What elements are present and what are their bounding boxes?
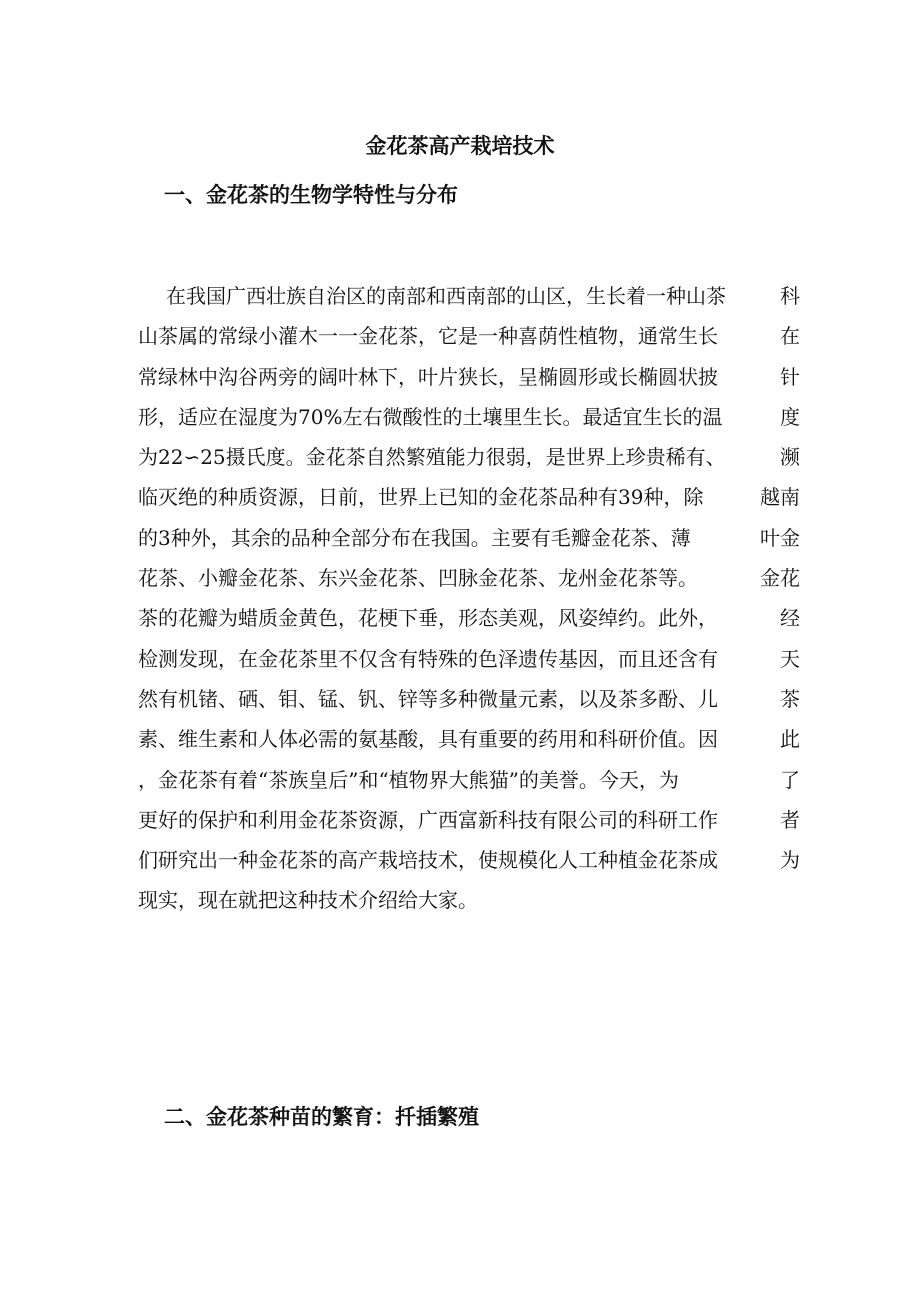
paragraph-line-tail: 者 bbox=[780, 807, 800, 832]
paragraph-line-text: 们研究出一种金花茶的高产栽培技术，使规模化人工种植金花茶成 bbox=[138, 848, 718, 873]
paragraph-line bbox=[138, 598, 800, 638]
section-heading-1: 一、金花茶的生物学特性与分布 bbox=[164, 182, 458, 207]
paragraph-line-tail: 经 bbox=[780, 606, 800, 631]
paragraph-line-tail: 越南 bbox=[760, 485, 800, 510]
section-heading-2: 二、金花茶种苗的繁育：扦插繁殖 bbox=[164, 1104, 479, 1129]
paragraph-line bbox=[138, 518, 800, 558]
paragraph-line-text: 在我国广西壮族自治区的南部和西南部的山区，生长着一种山茶 bbox=[166, 284, 726, 308]
paragraph-line-tail: 在 bbox=[780, 324, 800, 349]
paragraph-line-text: 茶的花瓣为蜡质金黄色，花梗下垂，形态美观，风姿绰约。此外， bbox=[138, 606, 718, 631]
paragraph-line-tail: 度 bbox=[780, 404, 800, 429]
paragraph-line-text: ，金花茶有着“茶族皇后”和“植物界大熊猫”的美誉。今天，为 bbox=[138, 767, 679, 792]
paragraph-line-text: 花茶、小瓣金花茶、东兴金花茶、凹脉金花茶、龙州金花茶等。 bbox=[138, 566, 698, 591]
paragraph-line bbox=[138, 276, 800, 316]
paragraph-line-text: 常绿林中沟谷两旁的阔叶林下，叶片狭长，呈椭圆形或长椭圆状披 bbox=[138, 364, 718, 389]
paragraph-line-text: 素、维生素和人体必需的氨基酸，具有重要的药用和科研价值。因 bbox=[138, 727, 718, 752]
paragraph-line-tail: 濒 bbox=[780, 445, 800, 470]
paragraph-line-text: 临灭绝的种质资源，日前，世界上已知的金花茶品种有39种，除 bbox=[138, 485, 704, 510]
paragraph-line bbox=[138, 719, 800, 759]
paragraph-line bbox=[138, 880, 800, 920]
paragraph-line-tail: 天 bbox=[780, 646, 800, 671]
paragraph-line-text: 检测发现，在金花茶里不仅含有特殊的色泽遗传基因，而且还含有 bbox=[138, 646, 718, 671]
paragraph-line-tail: 叶金 bbox=[760, 525, 800, 550]
paragraph-line bbox=[138, 357, 800, 397]
paragraph-line-text: 现实，现在就把这种技术介绍给大家。 bbox=[138, 888, 478, 913]
paragraph-line bbox=[138, 679, 800, 719]
paragraph-line-tail: 科 bbox=[780, 284, 800, 308]
paragraph-line-tail: 针 bbox=[780, 364, 800, 389]
paragraph-line-text: 山茶属的常绿小灌木一一金花茶，它是一种喜荫性植物，通常生长 bbox=[138, 324, 718, 349]
body-paragraph bbox=[138, 276, 800, 921]
paragraph-line bbox=[138, 437, 800, 477]
paragraph-line-text: 更好的保护和利用金花茶资源，广西富新科技有限公司的科研工作 bbox=[138, 807, 718, 832]
paragraph-line-tail: 茶 bbox=[780, 686, 800, 711]
paragraph-line-text: 然有机锗、硒、钼、锰、钒、锌等多种微量元素，以及茶多酚、儿 bbox=[138, 686, 718, 711]
paragraph-line-tail: 此 bbox=[780, 727, 800, 752]
paragraph-line bbox=[138, 477, 800, 517]
paragraph-line bbox=[138, 840, 800, 880]
paragraph-line bbox=[138, 397, 800, 437]
paragraph-line bbox=[138, 760, 800, 800]
paragraph-line-tail: 为 bbox=[780, 848, 800, 873]
document-title: 金花茶高产栽培技术 bbox=[365, 133, 555, 158]
paragraph-line-tail: 金花 bbox=[760, 566, 800, 591]
paragraph-line-text: 形，适应在湿度为70%左右微酸性的土壤里生长。最适宜生长的温 bbox=[138, 404, 723, 429]
paragraph-line bbox=[138, 800, 800, 840]
paragraph-line bbox=[138, 639, 800, 679]
paragraph-line bbox=[138, 558, 800, 598]
paragraph-line-text: 的3种外，其余的品种全部分布在我国。主要有毛瓣金花茶、薄 bbox=[138, 525, 691, 550]
paragraph-line bbox=[138, 316, 800, 356]
paragraph-line-tail: 了 bbox=[780, 767, 800, 792]
paragraph-line-text: 为22∽25摄氏度。金花茶自然繁殖能力很弱，是世界上珍贵稀有、 bbox=[138, 445, 726, 470]
